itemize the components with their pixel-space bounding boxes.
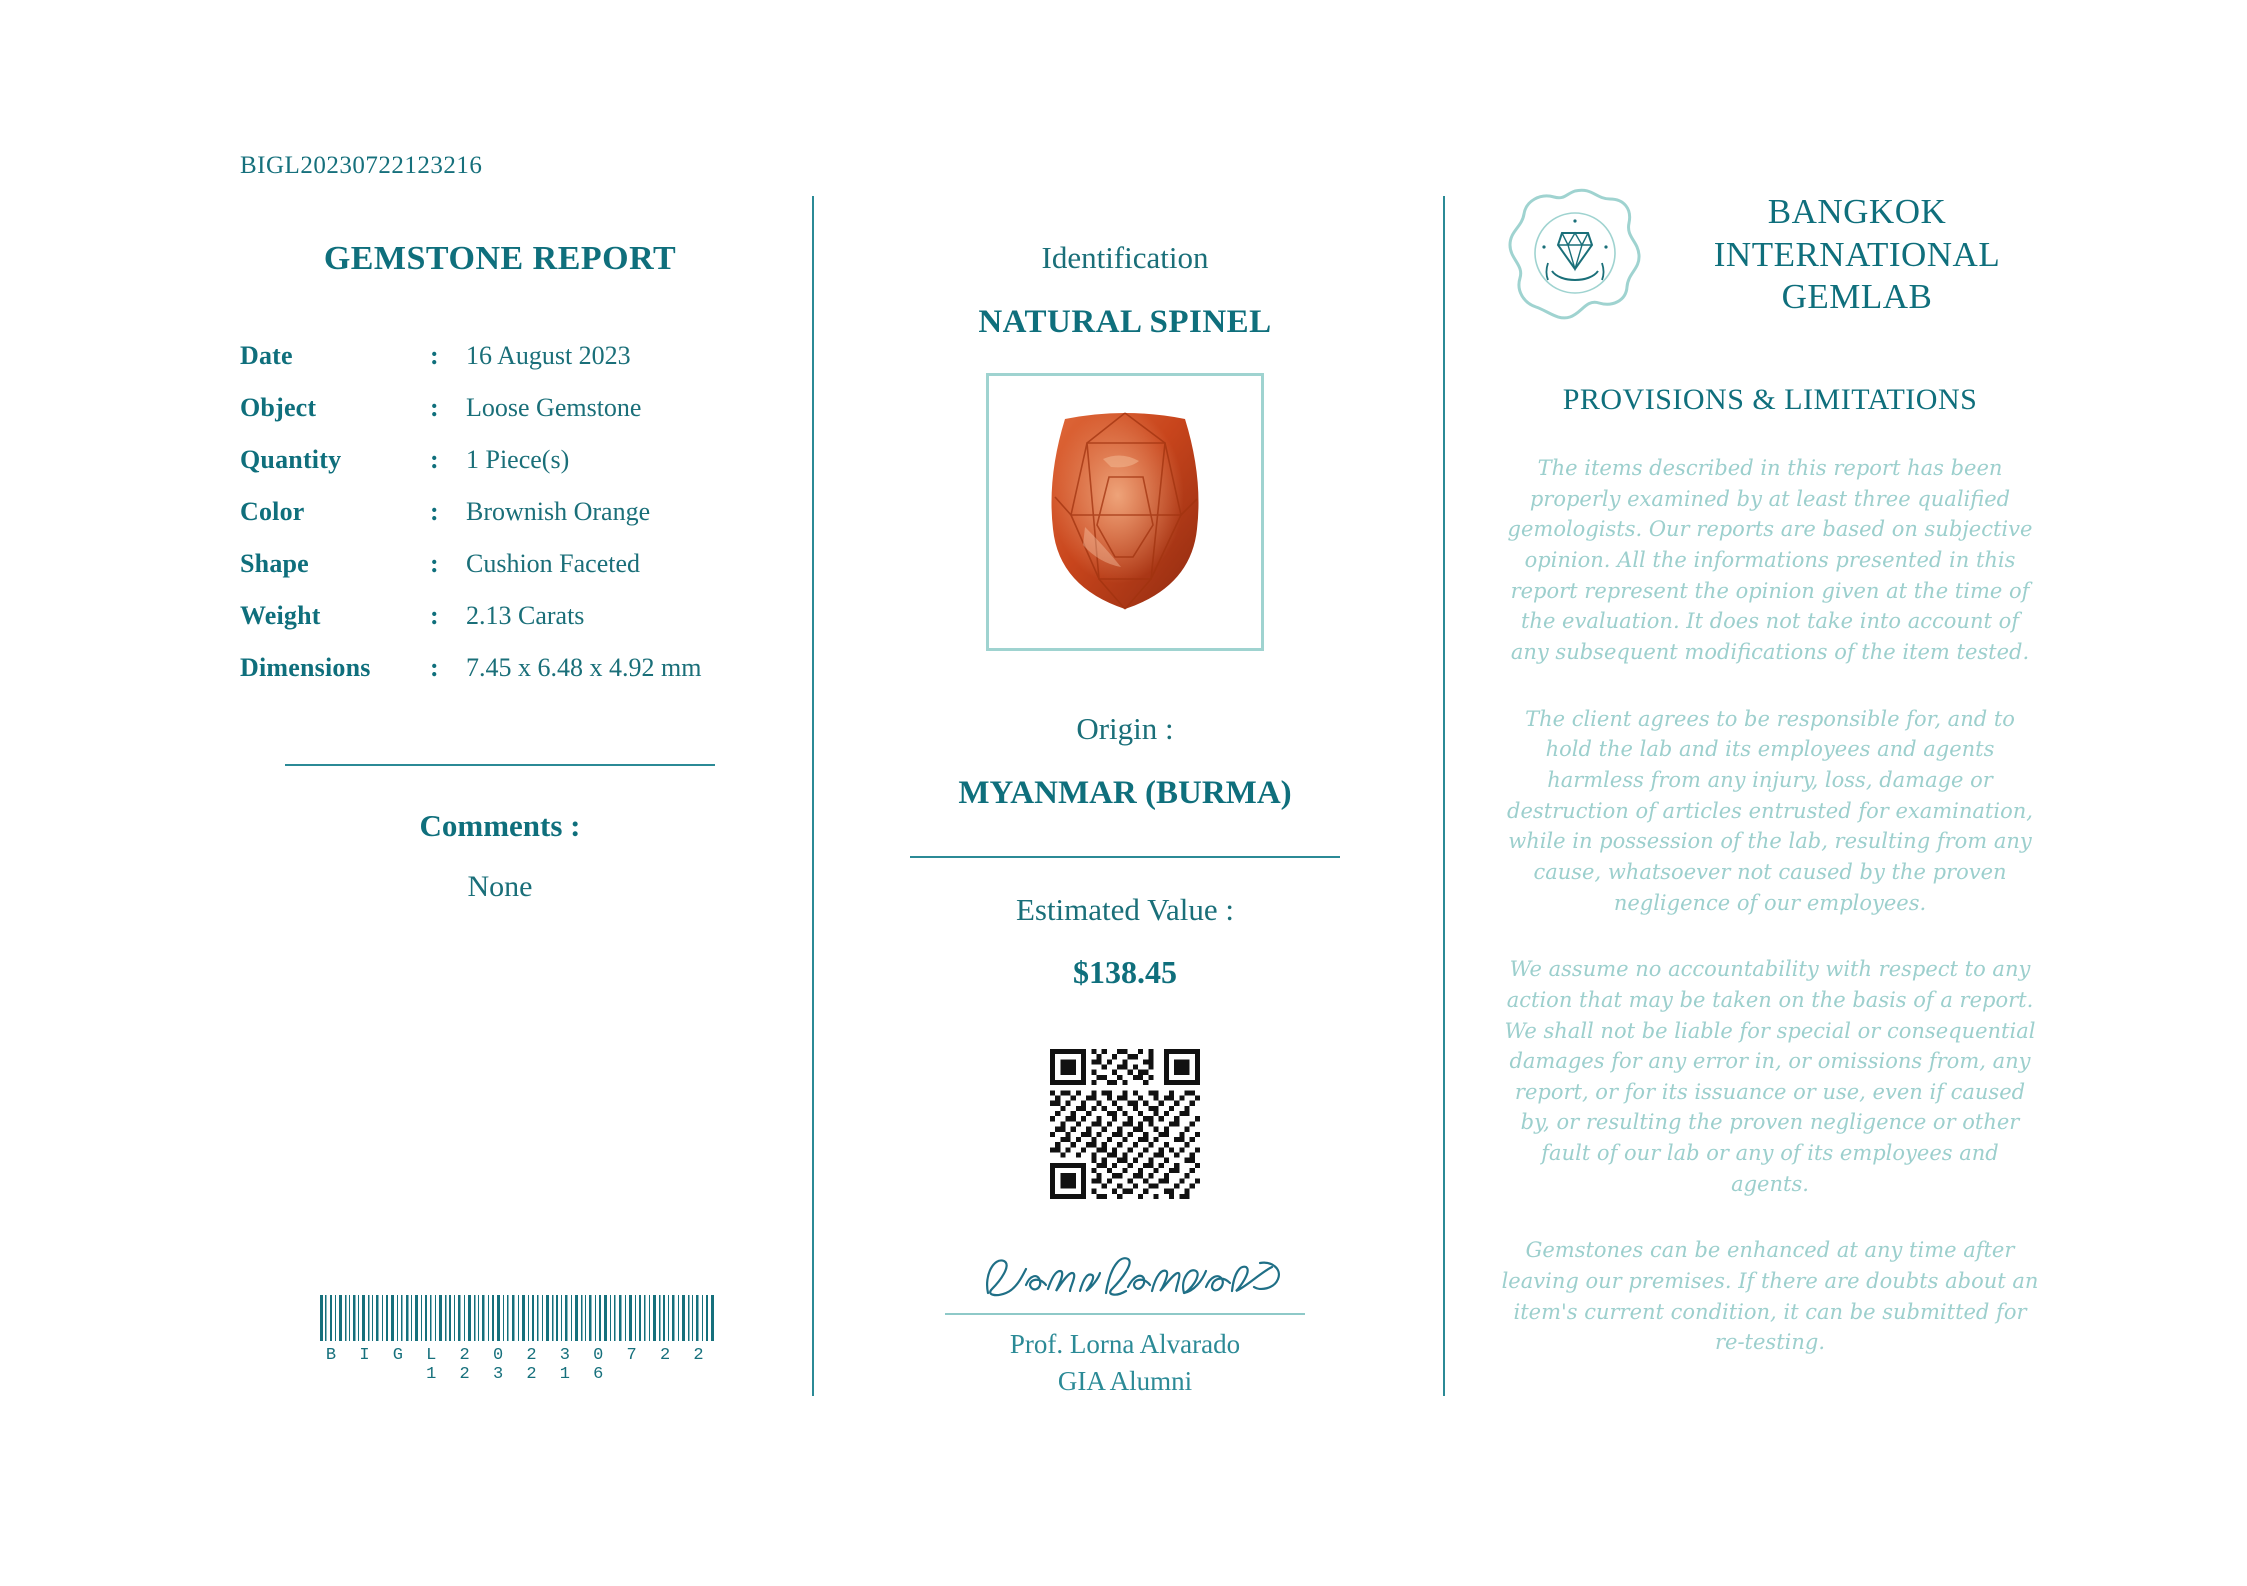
spec-label-date: Date <box>240 341 293 370</box>
signature-line <box>945 1313 1305 1315</box>
brand-name <box>1674 191 2040 319</box>
spec-label-dimensions: Dimensions <box>240 653 371 682</box>
report-id: BIGL20230722123216 <box>240 152 483 179</box>
column-divider-left <box>812 196 814 1396</box>
table-row <box>240 382 760 434</box>
spec-colon: : <box>430 393 439 422</box>
signature-icon <box>960 1247 1290 1309</box>
spec-colon: : <box>430 601 439 630</box>
signatory-title: GIA Alumni <box>1057 1366 1193 1396</box>
spec-colon: : <box>430 653 439 682</box>
table-row <box>240 434 760 486</box>
origin-label: Origin : <box>1076 711 1174 746</box>
spec-label-quantity: Quantity <box>240 445 342 474</box>
provisions-paragraph-3: We assume no accountability with respect to any action that may be taken on the basis of a report. We shall not be liable for special or consequential damages for any error in, or omissions from, any report, or for its issuance or use, even if caused by, or resulting the proven negligence or other fault of our lab or any of its employees and agents. <box>1504 957 2036 1196</box>
brand-header <box>1500 185 2040 325</box>
spec-value-quantity: 1 Piece(s) <box>466 445 570 474</box>
identification-label: Identification <box>1041 240 1209 275</box>
spec-label-object: Object <box>240 393 317 422</box>
estimated-value-label: Estimated Value : <box>1015 892 1235 927</box>
gemstone-spec-table <box>240 330 760 694</box>
identification-value: NATURAL SPINEL <box>978 304 1272 340</box>
provisions-paragraph-1: The items described in this report has been properly examined by at least three qualified gemologists. Our reports are based on subjective opinion. All the informations presented in this report represent the opinion given at the time of the evaluation. It does not take into account of any subsequent modifications of the item tested. <box>1507 456 2033 664</box>
spec-colon: : <box>430 445 439 474</box>
right-column <box>1500 185 2040 1358</box>
spec-colon: : <box>430 341 439 370</box>
barcode-text: B I G L 2 0 2 3 0 7 2 2 1 2 3 2 1 6 <box>325 1346 711 1384</box>
divider <box>285 764 715 766</box>
spec-value-color: Brownish Orange <box>466 497 651 526</box>
table-row <box>240 330 760 382</box>
provisions-title: PROVISIONS & LIMITATIONS <box>1562 383 1978 416</box>
qr-code-icon[interactable] <box>1050 1049 1200 1199</box>
spec-value-object: Loose Gemstone <box>466 393 642 422</box>
brand-line-2: INTERNATIONAL <box>1713 234 2001 274</box>
brand-line-1: BANGKOK <box>1767 191 1947 231</box>
spec-value-dimensions: 7.45 x 6.48 x 4.92 mm <box>466 653 702 682</box>
spec-colon: : <box>430 497 439 526</box>
spec-value-date: 16 August 2023 <box>466 341 631 370</box>
qr-code[interactable] <box>1050 1049 1200 1199</box>
origin-value: MYANMAR (BURMA) <box>958 775 1292 811</box>
barcode-icon <box>318 1295 718 1341</box>
comments-value: None <box>467 870 533 903</box>
table-row <box>240 590 760 642</box>
signatory-name: Prof. Lorna Alvarado <box>1009 1329 1241 1359</box>
brand-line-3: GEMLAB <box>1781 277 1933 317</box>
gemlab-logo-icon <box>1500 185 1650 325</box>
provisions-paragraph-4: Gemstones can be enhanced at any time after leaving our premises. If there are doubts about an item's current condition, it can be submitted for re-testing. <box>1501 1238 2039 1355</box>
spec-value-shape: Cushion Faceted <box>466 549 641 578</box>
gemstone-image-frame <box>986 373 1264 651</box>
provisions-paragraph-2: The client agrees to be responsible for, and to hold the lab and its employees and agents harmless from any injury, loss, damage or destruction of articles entrusted for examination, while in possession of the lab, resulting from any cause, whatsoever not caused by the proven negligence of our employees. <box>1507 706 2033 915</box>
table-row <box>240 486 760 538</box>
spec-value-weight: 2.13 Carats <box>466 601 585 630</box>
gemstone-photo <box>1025 407 1225 617</box>
left-column <box>240 240 760 904</box>
spec-label-color: Color <box>240 497 305 526</box>
page-title: GEMSTONE REPORT <box>323 240 677 277</box>
estimated-value-amount: $138.45 <box>1073 954 1177 990</box>
column-divider-right <box>1443 196 1445 1396</box>
middle-column <box>905 240 1345 1397</box>
divider <box>910 856 1340 858</box>
table-row <box>240 642 760 694</box>
comments-title: Comments : <box>419 808 581 843</box>
spec-label-shape: Shape <box>240 549 309 578</box>
barcode <box>318 1295 718 1384</box>
signature-block <box>945 1247 1305 1397</box>
spec-label-weight: Weight <box>240 601 321 630</box>
spec-colon: : <box>430 549 439 578</box>
table-row <box>240 538 760 590</box>
